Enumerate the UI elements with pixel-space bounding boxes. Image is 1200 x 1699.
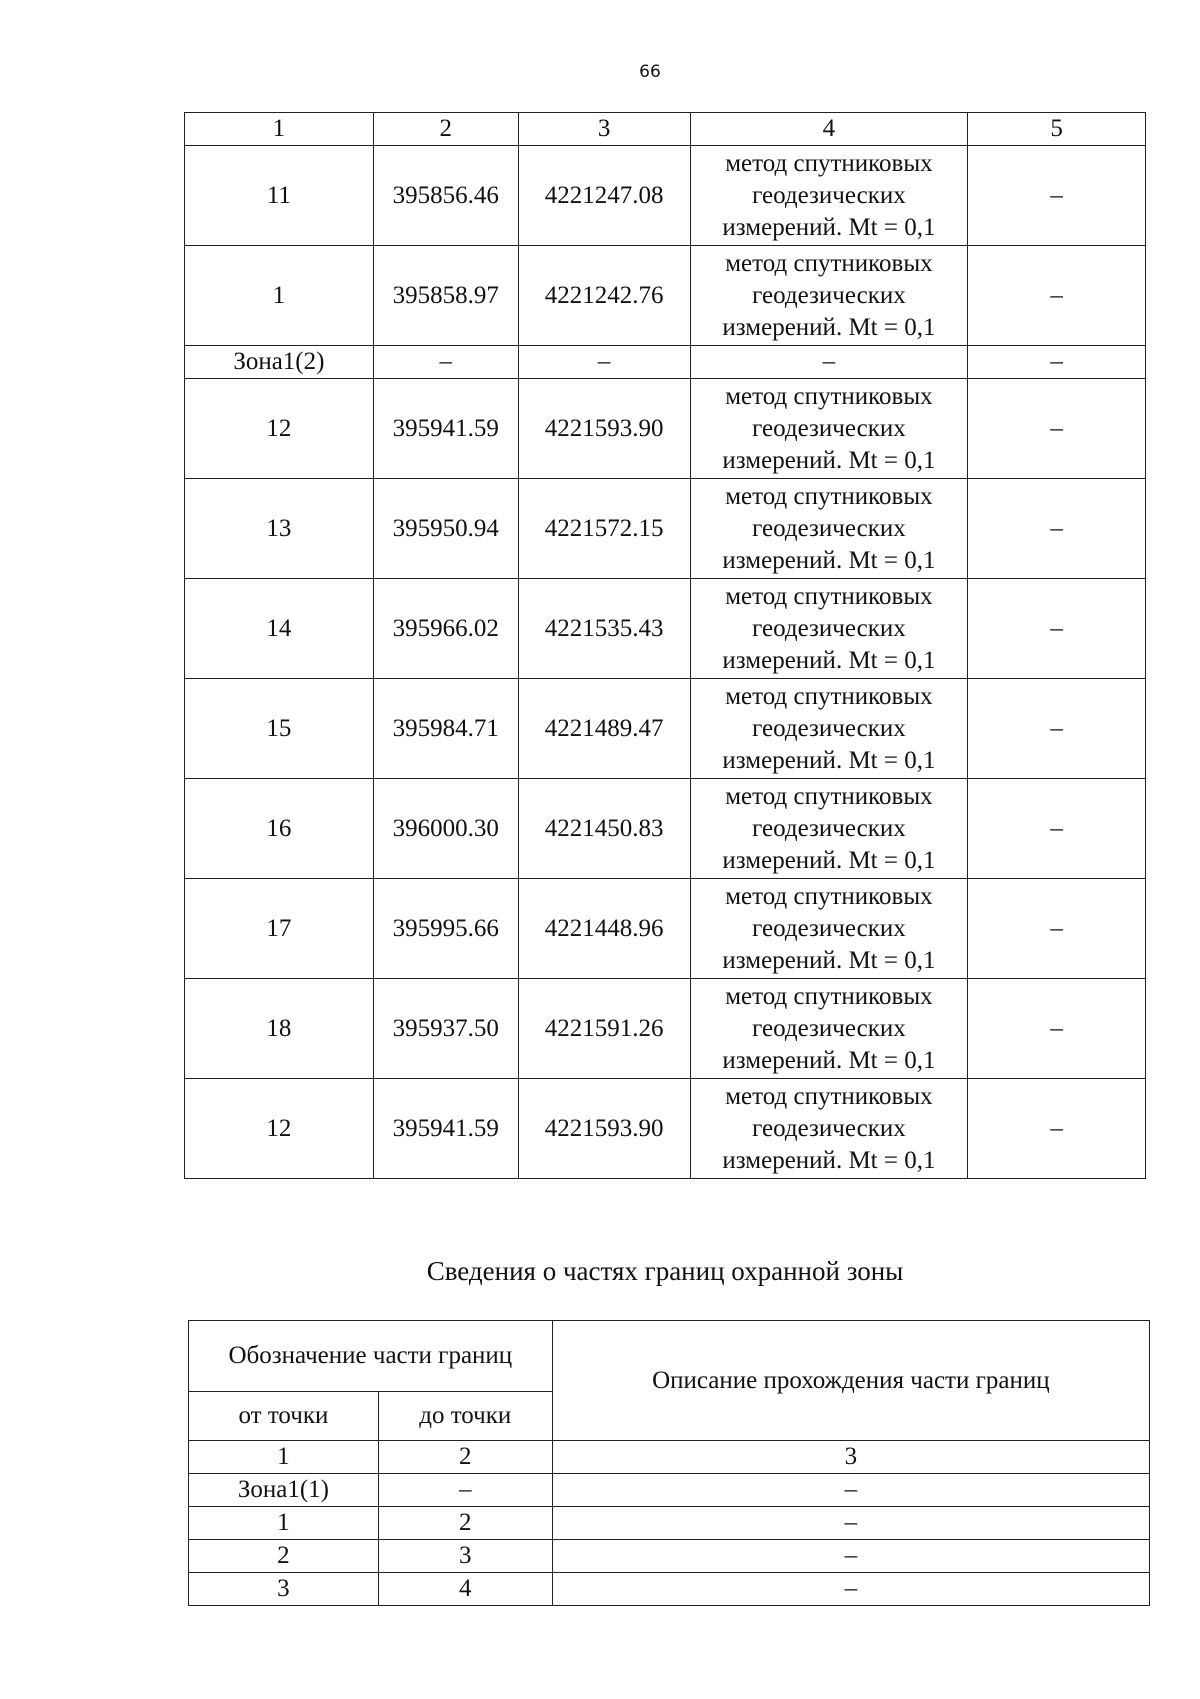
x-coordinate-cell: 395995.66 <box>373 879 518 979</box>
coords-header-cell: 3 <box>518 113 690 146</box>
y-coordinate-cell: 4221242.76 <box>518 246 690 346</box>
coords-header-row <box>185 113 1146 146</box>
from-point-cell: 1 <box>189 1507 379 1540</box>
point-cell: Зона1(2) <box>185 346 374 379</box>
description-cell: – <box>968 579 1146 679</box>
coordinate-row <box>185 1079 1146 1179</box>
point-cell: 14 <box>185 579 374 679</box>
boundary-part-row <box>189 1507 1150 1540</box>
point-cell: 18 <box>185 979 374 1079</box>
coordinate-row <box>185 579 1146 679</box>
parts-header-desc: Описание прохождения части границ <box>552 1321 1149 1441</box>
method-line: метод спутниковых <box>725 982 933 1010</box>
y-coordinate-cell: 4221535.43 <box>518 579 690 679</box>
x-coordinate-cell: 395966.02 <box>373 579 518 679</box>
description-cell: – <box>968 779 1146 879</box>
coordinate-row <box>185 146 1146 246</box>
method-cell <box>690 579 968 679</box>
description-cell: – <box>968 379 1146 479</box>
x-coordinate-cell: 395941.59 <box>373 379 518 479</box>
y-coordinate-cell: 4221572.15 <box>518 479 690 579</box>
method-cell <box>690 379 968 479</box>
x-coordinate-cell: 395937.50 <box>373 979 518 1079</box>
description-cell: – <box>968 346 1146 379</box>
method-line: метод спутниковых <box>725 582 933 610</box>
boundary-parts-table <box>188 1320 1150 1606</box>
description-cell: – <box>968 1079 1146 1179</box>
point-cell: 16 <box>185 779 374 879</box>
y-coordinate-cell: 4221448.96 <box>518 879 690 979</box>
method-line: измерений. Mt = 0,1 <box>722 846 936 874</box>
x-coordinate-cell: 395858.97 <box>373 246 518 346</box>
method-line: геодезических <box>752 714 906 742</box>
parts-number-cell: 3 <box>552 1441 1149 1474</box>
method-line: геодезических <box>752 514 906 542</box>
parts-header-row <box>189 1321 1150 1392</box>
method-cell <box>690 879 968 979</box>
y-coordinate-cell: 4221593.90 <box>518 1079 690 1179</box>
method-line: геодезических <box>752 281 906 309</box>
method-line: метод спутниковых <box>725 882 933 910</box>
method-line: метод спутниковых <box>725 482 933 510</box>
page-number: 66 <box>639 62 661 82</box>
method-line: измерений. Mt = 0,1 <box>722 1046 936 1074</box>
method-line: измерений. Mt = 0,1 <box>722 546 936 574</box>
method-line: метод спутниковых <box>725 1082 933 1110</box>
x-coordinate-cell: 395950.94 <box>373 479 518 579</box>
coords-header-cell: 4 <box>690 113 968 146</box>
from-point-cell: 3 <box>189 1573 379 1606</box>
y-coordinate-cell: 4221450.83 <box>518 779 690 879</box>
point-cell: 17 <box>185 879 374 979</box>
part-description-cell: – <box>552 1474 1149 1507</box>
x-coordinate-cell: 395941.59 <box>373 1079 518 1179</box>
y-coordinate-cell: 4221247.08 <box>518 146 690 246</box>
method-cell <box>690 146 968 246</box>
method-line: метод спутниковых <box>725 382 933 410</box>
parts-header-to: до точки <box>378 1392 552 1441</box>
method-line: метод спутниковых <box>725 149 933 177</box>
from-point-cell: Зона1(1) <box>189 1474 379 1507</box>
coordinate-row <box>185 879 1146 979</box>
section-title: Сведения о частях границ охранной зоны <box>426 1256 904 1286</box>
coordinate-row <box>185 246 1146 346</box>
point-cell: 1 <box>185 246 374 346</box>
part-description-cell: – <box>552 1507 1149 1540</box>
method-line: измерений. Mt = 0,1 <box>722 646 936 674</box>
coordinates-table <box>184 112 1146 1179</box>
method-line: геодезических <box>752 814 906 842</box>
method-line: – <box>822 348 836 375</box>
y-coordinate-cell: 4221489.47 <box>518 679 690 779</box>
x-coordinate-cell: 395984.71 <box>373 679 518 779</box>
description-cell: – <box>968 479 1146 579</box>
method-line: геодезических <box>752 1114 906 1142</box>
part-description-cell: – <box>552 1573 1149 1606</box>
method-cell <box>690 346 968 379</box>
boundary-part-row <box>189 1540 1150 1573</box>
method-line: измерений. Mt = 0,1 <box>722 313 936 341</box>
x-coordinate-cell: 395856.46 <box>373 146 518 246</box>
x-coordinate-cell: – <box>373 346 518 379</box>
description-cell: – <box>968 679 1146 779</box>
method-line: геодезических <box>752 914 906 942</box>
x-coordinate-cell: 396000.30 <box>373 779 518 879</box>
coords-header-cell: 5 <box>968 113 1146 146</box>
method-line: измерений. Mt = 0,1 <box>722 946 936 974</box>
method-line: геодезических <box>752 614 906 642</box>
point-cell: 12 <box>185 379 374 479</box>
coordinate-row <box>185 679 1146 779</box>
parts-header-group: Обозначение части границ <box>189 1321 553 1392</box>
description-cell: – <box>968 246 1146 346</box>
method-cell <box>690 979 968 1079</box>
description-cell: – <box>968 146 1146 246</box>
description-cell: – <box>968 879 1146 979</box>
parts-number-row <box>189 1441 1150 1474</box>
to-point-cell: – <box>378 1474 552 1507</box>
method-line: измерений. Mt = 0,1 <box>722 446 936 474</box>
coords-header-cell: 1 <box>185 113 374 146</box>
parts-number-cell: 1 <box>189 1441 379 1474</box>
coordinate-row <box>185 379 1146 479</box>
method-line: измерений. Mt = 0,1 <box>722 213 936 241</box>
part-description-cell: – <box>552 1540 1149 1573</box>
coords-header-cell: 2 <box>373 113 518 146</box>
coordinate-row <box>185 479 1146 579</box>
zone-row <box>185 346 1146 379</box>
method-line: метод спутниковых <box>725 682 933 710</box>
point-cell: 13 <box>185 479 374 579</box>
method-cell <box>690 246 968 346</box>
to-point-cell: 2 <box>378 1507 552 1540</box>
description-cell: – <box>968 979 1146 1079</box>
method-cell <box>690 479 968 579</box>
point-cell: 12 <box>185 1079 374 1179</box>
method-line: геодезических <box>752 1014 906 1042</box>
to-point-cell: 3 <box>378 1540 552 1573</box>
point-cell: 15 <box>185 679 374 779</box>
boundary-part-row <box>189 1474 1150 1507</box>
from-point-cell: 2 <box>189 1540 379 1573</box>
coordinate-row <box>185 979 1146 1079</box>
to-point-cell: 4 <box>378 1573 552 1606</box>
boundary-part-row <box>189 1573 1150 1606</box>
method-line: метод спутниковых <box>725 782 933 810</box>
method-cell <box>690 679 968 779</box>
parts-header-from: от точки <box>189 1392 379 1441</box>
method-cell <box>690 1079 968 1179</box>
coordinate-row <box>185 779 1146 879</box>
y-coordinate-cell: 4221593.90 <box>518 379 690 479</box>
method-line: измерений. Mt = 0,1 <box>722 1146 936 1174</box>
method-cell <box>690 779 968 879</box>
y-coordinate-cell: 4221591.26 <box>518 979 690 1079</box>
method-line: метод спутниковых <box>725 249 933 277</box>
y-coordinate-cell: – <box>518 346 690 379</box>
method-line: геодезических <box>752 414 906 442</box>
method-line: геодезических <box>752 181 906 209</box>
point-cell: 11 <box>185 146 374 246</box>
parts-number-cell: 2 <box>378 1441 552 1474</box>
method-line: измерений. Mt = 0,1 <box>722 746 936 774</box>
